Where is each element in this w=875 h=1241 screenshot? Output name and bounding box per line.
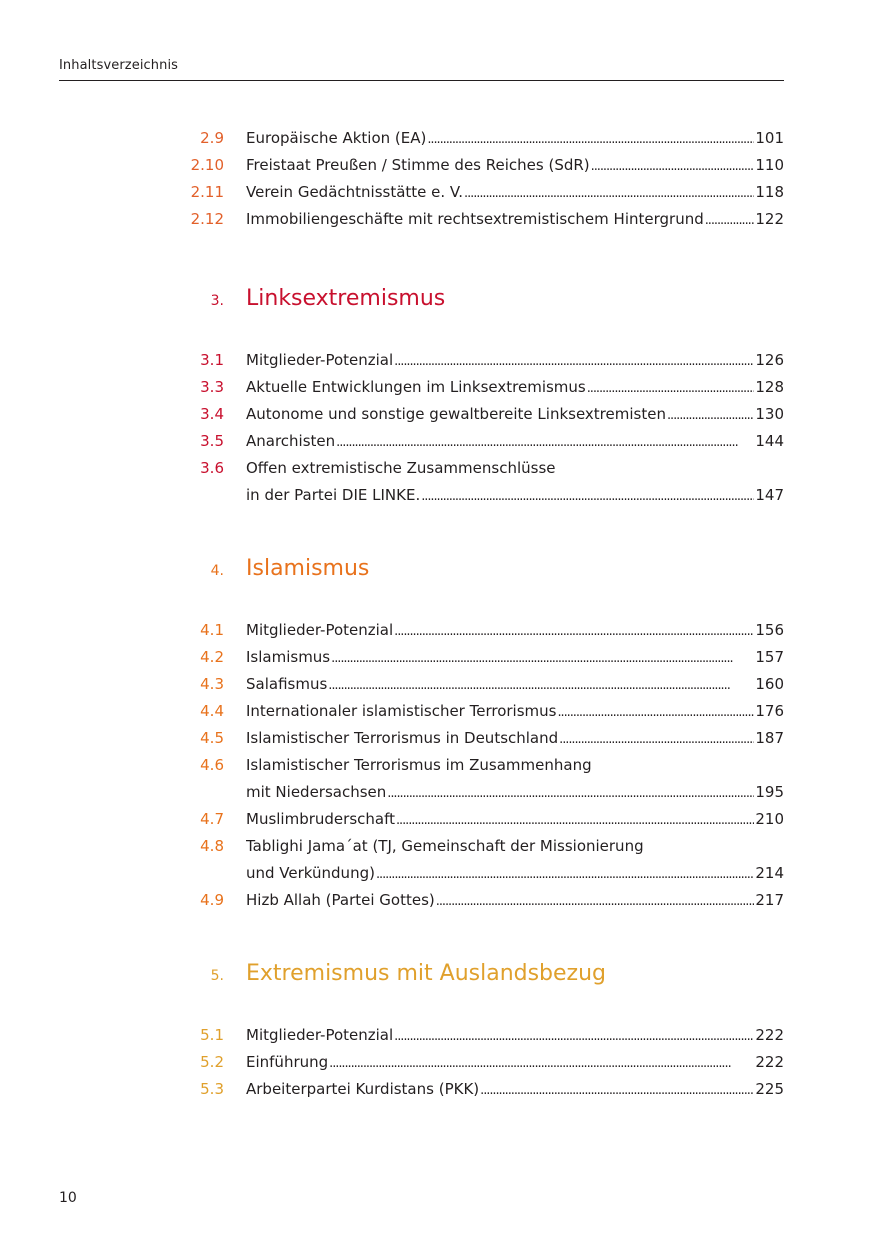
entry-line xyxy=(246,183,784,203)
entry-number: 3.3 xyxy=(200,378,224,396)
entry-page: 118 xyxy=(755,183,784,201)
entry-title: Muslimbruderschaft xyxy=(246,810,395,828)
chapter-title: Islamismus xyxy=(246,556,370,581)
toc-entry-continuation[interactable] xyxy=(0,482,875,509)
dot-leader xyxy=(464,183,754,203)
entry-title: Einführung xyxy=(246,1053,329,1071)
dot-leader xyxy=(394,351,754,371)
toc-entry[interactable] xyxy=(0,698,875,725)
toc-entry[interactable] xyxy=(0,887,875,914)
entry-page: 122 xyxy=(755,210,784,228)
chapter-4-section xyxy=(0,555,875,914)
chapter-heading xyxy=(0,285,875,317)
entry-title: Arbeiterpartei Kurdistans (PKK) xyxy=(246,1080,480,1098)
entry-number: 3.4 xyxy=(200,405,224,423)
entry-number: 3.1 xyxy=(200,351,224,369)
entry-number: 2.9 xyxy=(200,129,224,147)
entry-page: 214 xyxy=(755,864,784,882)
entry-page: 222 xyxy=(755,1026,784,1044)
dot-leader xyxy=(667,405,754,425)
entry-line xyxy=(246,1026,784,1046)
dot-leader xyxy=(331,648,754,668)
dot-leader xyxy=(421,486,754,506)
dot-leader xyxy=(394,621,754,641)
entry-line xyxy=(246,729,784,749)
toc-list xyxy=(0,347,875,509)
entry-title: Islamistischer Terrorismus in Deutschland xyxy=(246,729,559,747)
chapter-2-continued xyxy=(0,125,875,233)
entry-page: 195 xyxy=(755,783,784,801)
entry-title-cont: und Verkündung) xyxy=(246,864,375,882)
toc-entry[interactable] xyxy=(0,152,875,179)
chapter-title: Extremismus mit Auslandsbezug xyxy=(246,961,607,986)
dot-leader xyxy=(559,729,754,749)
dot-leader xyxy=(396,810,754,830)
toc-entry[interactable] xyxy=(0,752,875,779)
entry-title: Islamistischer Terrorismus im Zusammenhang xyxy=(246,756,592,774)
entry-page: 160 xyxy=(755,675,784,693)
chapter-heading xyxy=(0,960,875,992)
entry-line xyxy=(246,156,784,176)
entry-title: Immobiliengeschäfte mit rechtsextremistischem Hintergrund xyxy=(246,210,704,228)
entry-title: Islamismus xyxy=(246,648,331,666)
entry-line xyxy=(246,432,784,452)
entry-number: 4.6 xyxy=(200,756,224,774)
chapter-title: Linksextremismus xyxy=(246,286,446,311)
entry-title: Mitglieder-Potenzial xyxy=(246,351,394,369)
entry-title: Freistaat Preußen / Stimme des Reiches (SdR) xyxy=(246,156,590,174)
entry-line xyxy=(246,891,784,911)
dot-leader xyxy=(427,129,754,149)
toc-entry[interactable] xyxy=(0,455,875,482)
toc-entry[interactable] xyxy=(0,179,875,206)
entry-title: Salafismus xyxy=(246,675,328,693)
entry-line xyxy=(246,1080,784,1100)
toc-entry[interactable] xyxy=(0,725,875,752)
dot-leader xyxy=(591,156,755,176)
chapter-number: 3. xyxy=(210,293,224,309)
entry-number: 5.1 xyxy=(200,1026,224,1044)
entry-line xyxy=(246,621,784,641)
entry-line xyxy=(246,1053,784,1073)
toc-list xyxy=(0,1022,875,1103)
entry-number: 4.3 xyxy=(200,675,224,693)
entry-page: 217 xyxy=(755,891,784,909)
toc-entry[interactable] xyxy=(0,125,875,152)
entry-page: 176 xyxy=(755,702,784,720)
toc-entry[interactable] xyxy=(0,347,875,374)
entry-page: 147 xyxy=(755,486,784,504)
entry-number: 4.1 xyxy=(200,621,224,639)
entry-number: 4.9 xyxy=(200,891,224,909)
entry-line xyxy=(246,405,784,425)
dot-leader xyxy=(328,675,754,695)
dot-leader xyxy=(557,702,754,722)
running-header xyxy=(59,58,784,81)
entry-title-cont: in der Partei DIE LINKE. xyxy=(246,486,421,504)
entry-page: 110 xyxy=(755,156,784,174)
entry-page: 101 xyxy=(755,129,784,147)
entry-page: 156 xyxy=(755,621,784,639)
dot-leader xyxy=(336,432,754,452)
entry-number: 4.4 xyxy=(200,702,224,720)
dot-leader xyxy=(705,210,755,230)
toc-entry-continuation[interactable] xyxy=(0,779,875,806)
entry-page: 130 xyxy=(755,405,784,423)
entry-page: 144 xyxy=(755,432,784,450)
entry-number: 4.2 xyxy=(200,648,224,666)
entry-line xyxy=(246,783,784,803)
entry-number: 4.7 xyxy=(200,810,224,828)
entry-page: 157 xyxy=(755,648,784,666)
entry-title: Internationaler islamistischer Terrorismus xyxy=(246,702,557,720)
toc-entry[interactable] xyxy=(0,374,875,401)
entry-page: 187 xyxy=(755,729,784,747)
toc-entry[interactable] xyxy=(0,644,875,671)
entry-title-cont: mit Niedersachsen xyxy=(246,783,387,801)
entry-number: 5.3 xyxy=(200,1080,224,1098)
page-number: 10 xyxy=(59,1190,77,1206)
entry-number: 5.2 xyxy=(200,1053,224,1071)
entry-title: Mitglieder-Potenzial xyxy=(246,621,394,639)
toc-entry[interactable] xyxy=(0,671,875,698)
entry-title: Tablighi Jama´at (TJ, Gemeinschaft der Missionierung xyxy=(246,837,644,855)
entry-number: 4.8 xyxy=(200,837,224,855)
toc-entry[interactable] xyxy=(0,428,875,455)
entry-title: Mitglieder-Potenzial xyxy=(246,1026,394,1044)
entry-line xyxy=(246,351,784,371)
chapter-3-section xyxy=(0,285,875,509)
entry-title: Verein Gedächtnisstätte e. V. xyxy=(246,183,464,201)
entry-title: Autonome und sonstige gewaltbereite Linksextremisten xyxy=(246,405,666,423)
entry-line xyxy=(246,675,784,695)
chapter-number: 5. xyxy=(210,968,224,984)
chapter-heading xyxy=(0,555,875,587)
toc-entry-continuation[interactable] xyxy=(0,860,875,887)
entry-title: Offen extremistische Zusammenschlüsse xyxy=(246,459,556,477)
dot-leader xyxy=(480,1080,754,1100)
entry-line xyxy=(246,210,784,230)
chapter-5-section xyxy=(0,960,875,1103)
entry-page: 225 xyxy=(755,1080,784,1098)
entry-number: 2.10 xyxy=(190,156,224,174)
header-title: Inhaltsverzeichnis xyxy=(59,58,179,73)
entry-number: 4.5 xyxy=(200,729,224,747)
entry-page: 126 xyxy=(755,351,784,369)
toc-entry[interactable] xyxy=(0,1076,875,1103)
dot-leader xyxy=(376,864,754,884)
entry-number: 2.12 xyxy=(190,210,224,228)
entry-number: 2.11 xyxy=(190,183,224,201)
entry-line xyxy=(246,378,784,398)
toc-entry[interactable] xyxy=(0,1049,875,1076)
toc-entry[interactable] xyxy=(0,1022,875,1049)
entry-title: Hizb Allah (Partei Gottes) xyxy=(246,891,435,909)
entry-line xyxy=(246,648,784,668)
entry-number: 3.5 xyxy=(200,432,224,450)
toc-list xyxy=(0,617,875,914)
dot-leader xyxy=(387,783,754,803)
entry-line xyxy=(246,864,784,884)
chapter-number: 4. xyxy=(210,563,224,579)
entry-page: 210 xyxy=(755,810,784,828)
entry-page: 128 xyxy=(755,378,784,396)
entry-title: Europäische Aktion (EA) xyxy=(246,129,427,147)
entry-title: Aktuelle Entwicklungen im Linksextremismus xyxy=(246,378,586,396)
toc-entry[interactable] xyxy=(0,617,875,644)
entry-line xyxy=(246,486,784,506)
dot-leader xyxy=(587,378,755,398)
entry-title: Anarchisten xyxy=(246,432,336,450)
dot-leader xyxy=(329,1053,754,1073)
entry-page: 222 xyxy=(755,1053,784,1071)
entry-line xyxy=(246,129,784,149)
entry-line xyxy=(246,702,784,722)
toc-entry[interactable] xyxy=(0,833,875,860)
entry-number: 3.6 xyxy=(200,459,224,477)
toc-entry[interactable] xyxy=(0,206,875,233)
toc-entry[interactable] xyxy=(0,806,875,833)
entry-line xyxy=(246,810,784,830)
dot-leader xyxy=(436,891,755,911)
toc-entry[interactable] xyxy=(0,401,875,428)
dot-leader xyxy=(394,1026,754,1046)
